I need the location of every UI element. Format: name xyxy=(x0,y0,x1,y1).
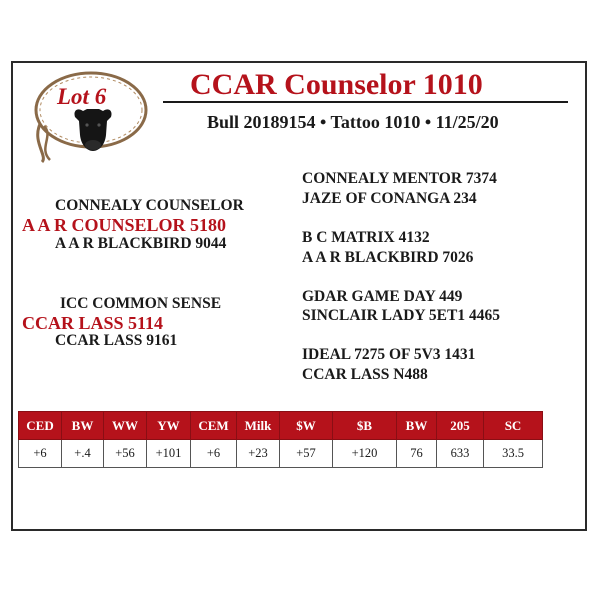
subtitle: Bull 20189154 • Tattoo 1010 • 11/25/20 xyxy=(207,112,499,132)
epd-value: +120 xyxy=(333,440,397,468)
epd-header: BW xyxy=(397,412,437,440)
lot-label: Lot 6 xyxy=(57,84,107,109)
epd-header: WW xyxy=(104,412,147,440)
epd-header: 205 xyxy=(437,412,484,440)
epd-header: $B xyxy=(333,412,397,440)
ancestor: A A R BLACKBIRD 7026 xyxy=(302,249,474,266)
epd-value: 33.5 xyxy=(484,440,543,468)
ancestor: GDAR GAME DAY 449 xyxy=(302,288,463,305)
dam: CCAR LASS 5114 xyxy=(22,313,164,333)
epd-table xyxy=(18,411,543,468)
epd-value: +6 xyxy=(191,440,237,468)
sire-sire: CONNEALY COUNSELOR xyxy=(55,197,244,214)
page-title: CCAR Counselor 1010 xyxy=(190,68,483,101)
epd-value: +101 xyxy=(147,440,191,468)
ancestor: IDEAL 7275 OF 5V3 1431 xyxy=(302,346,476,363)
epd-header: CED xyxy=(19,412,62,440)
epd-header: BW xyxy=(62,412,104,440)
epd-value: +6 xyxy=(19,440,62,468)
epd-value-row xyxy=(19,440,543,468)
epd-value: +57 xyxy=(280,440,333,468)
epd-value: +.4 xyxy=(62,440,104,468)
epd-header: Milk xyxy=(237,412,280,440)
epd-value: +56 xyxy=(104,440,147,468)
epd-value: 76 xyxy=(397,440,437,468)
sire: A A R COUNSELOR 5180 xyxy=(22,215,227,235)
lasso-bull-icon xyxy=(28,64,158,169)
title-divider xyxy=(163,101,568,103)
ancestor: SINCLAIR LADY 5ET1 4465 xyxy=(302,307,500,324)
epd-value: 633 xyxy=(437,440,484,468)
epd-header: $W xyxy=(280,412,333,440)
dam-sire: ICC COMMON SENSE xyxy=(60,295,222,312)
dam-dam: CCAR LASS 9161 xyxy=(55,332,178,349)
ancestor: CCAR LASS N488 xyxy=(302,366,428,383)
epd-header: CEM xyxy=(191,412,237,440)
ancestor: CONNEALY MENTOR 7374 xyxy=(302,170,497,187)
epd-header: SC xyxy=(484,412,543,440)
epd-header-row xyxy=(19,412,543,440)
ancestor: JAZE OF CONANGA 234 xyxy=(302,190,477,207)
epd-header: YW xyxy=(147,412,191,440)
epd-value: +23 xyxy=(237,440,280,468)
sire-dam: A A R BLACKBIRD 9044 xyxy=(55,235,227,252)
ancestor: B C MATRIX 4132 xyxy=(302,229,430,246)
